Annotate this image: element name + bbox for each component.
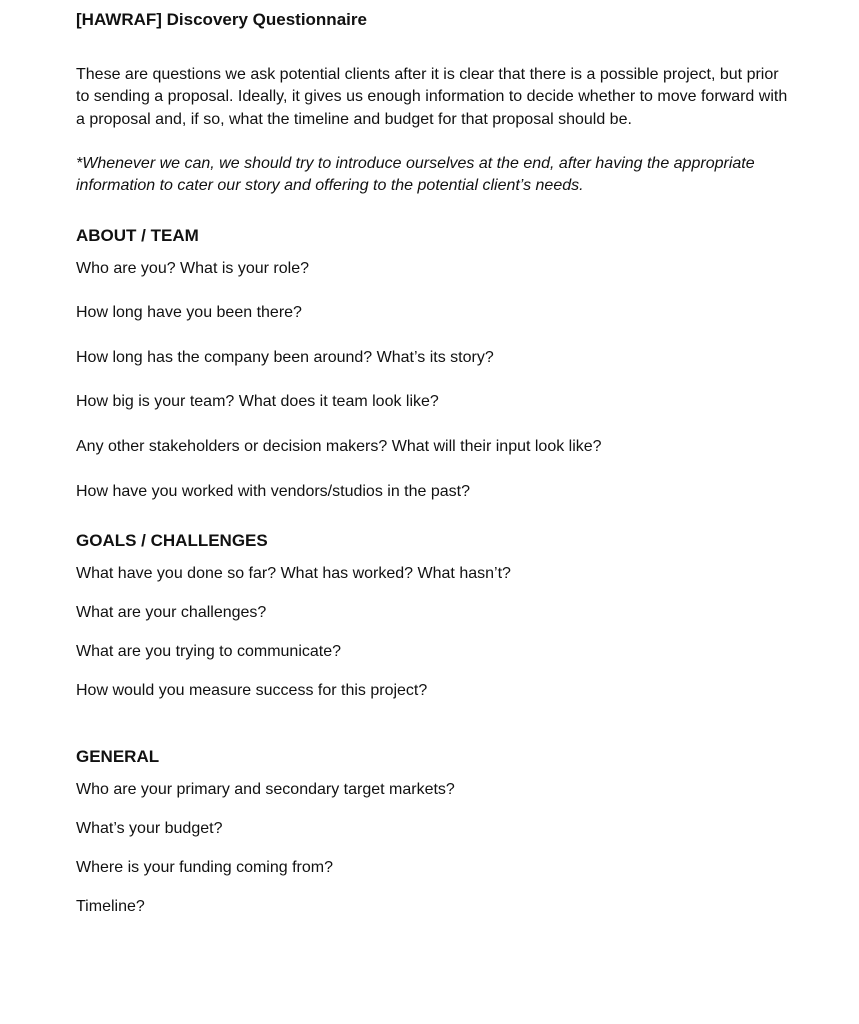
section-heading-goals-challenges: GOALS / CHALLENGES: [76, 531, 268, 550]
question-item: Who are you? What is your role?: [76, 260, 309, 277]
question-item: What are your challenges?: [76, 604, 267, 621]
section-heading-general: GENERAL: [76, 747, 160, 766]
question-item: Any other stakeholders or decision makers? What will their input look like?: [76, 438, 602, 455]
question-item: How long have you been there?: [76, 304, 302, 321]
section-heading-about-team: ABOUT / TEAM: [76, 226, 199, 245]
question-item: Who are your primary and secondary target markets?: [76, 781, 455, 798]
question-item: How long has the company been around? What’s its story?: [76, 349, 494, 366]
question-item: What’s your budget?: [76, 820, 223, 837]
intro-paragraph: These are questions we ask potential clients after it is clear that there is a possible project, but prior to sending a proposal. Ideally, it gives us enough information to decide whether to move forward with a proposal and, if so, what the timeline and budget for that proposal should be.: [76, 66, 788, 128]
question-item: How have you worked with vendors/studios in the past?: [76, 483, 470, 500]
question-item: Timeline?: [76, 898, 145, 915]
question-item: What are you trying to communicate?: [76, 643, 342, 660]
question-item: What have you done so far? What has worked? What hasn’t?: [76, 565, 511, 582]
question-item: Where is your funding coming from?: [76, 859, 333, 876]
document-title: [HAWRAF] Discovery Questionnaire: [76, 10, 367, 29]
question-item: How would you measure success for this project?: [76, 682, 428, 699]
note-paragraph: *Whenever we can, we should try to introduce ourselves at the end, after having the appropriate information to cater our story and offering to the potential client’s needs.: [76, 155, 755, 195]
question-item: How big is your team? What does it team look like?: [76, 393, 439, 410]
